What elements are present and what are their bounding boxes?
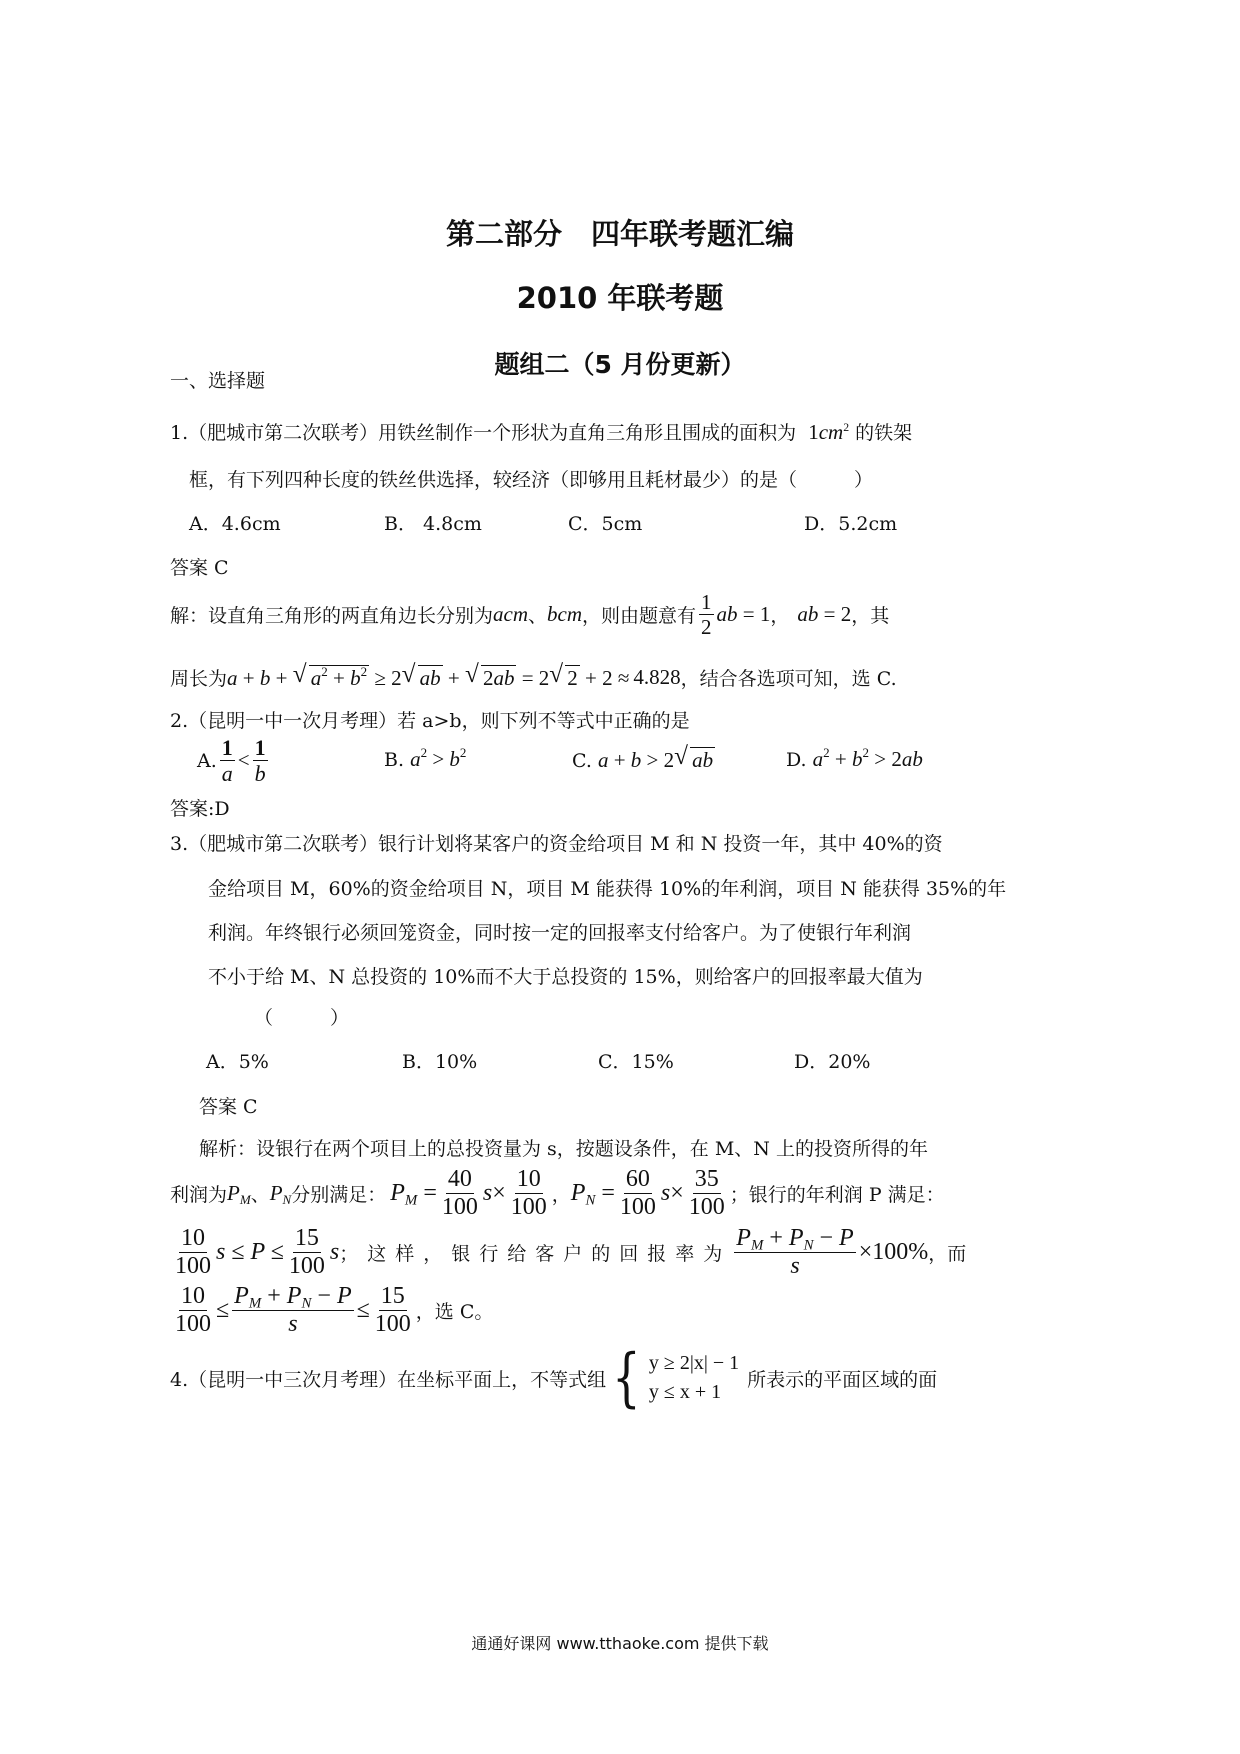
q4-inequality-system (606, 1341, 740, 1415)
q3-frac-35-100: $\frac{35}{100}$ (688, 1166, 725, 1221)
footer-download-note: 通通好课网 www.tthaoke.com 提供下载 (471, 1634, 769, 1653)
q3-stem-line1: 3.（肥城市第二次联考）银行计划将某客户的资金给项目 M 和 N 投资一年，其中 40%的资 (170, 833, 943, 855)
q3-frac-40-100: $\frac{40}{100}$ (441, 1166, 478, 1221)
q3-option-a: A．5% (206, 1051, 269, 1073)
q1-solution-line2 (170, 664, 897, 691)
q3-analysis-line4: $\frac{10}{100}$ ≤ $\frac{P_M + P_N - P}{s}$ ≤ $\frac{15}{100}$ ，选 C。 (175, 1283, 494, 1338)
q1-option-d: D．5.2cm (804, 513, 898, 535)
q3-analysis-line2: 利润为 $P_M$ 、 $P_N$ 分别满足： $P_M$ = $\frac{40}{100}$ s× $\frac{10}{100}$ ， $P_N$ = $\frac{60}{100}$ s× $\frac{35}{100}$ ；银行的年利润 P 满足： (170, 1166, 945, 1221)
q3-profit-prefix: 利润为 (170, 1184, 228, 1207)
q1-stem-suffix: 的铁架 (855, 422, 913, 444)
q1-sol-a: acm (493, 602, 529, 627)
q1-stem-line1 (170, 418, 912, 445)
q3-analysis-line1: 解析：设银行在两个项目上的总投资量为 s，按题设条件，在 M、N 上的投资所得的年 (199, 1138, 928, 1160)
q1-perimeter-formula: a + b + √ $a^2 + b^2 \ge 2√$ ab + √ 2ab = 2√ 2 + 2 ≈ (227, 665, 629, 691)
q3-final-frac-lower: $\frac{10}{100}$ (175, 1283, 211, 1338)
q3-frac-60-100: $\frac{60}{100}$ (619, 1166, 656, 1221)
q3-frac-upper: $\frac{15}{100}$ (288, 1225, 325, 1280)
q3-stem-line3: 利润。年终银行必须回笼资金，同时按一定的回报率支付给客户。为了使银行年利润 (208, 922, 912, 944)
q1-area-exp: 2 (843, 420, 850, 434)
q1-product-equation: ab = 2 (797, 602, 852, 627)
q3-pn-times: s× (660, 1180, 684, 1207)
q3-return-rate-formula: $\frac{P_M + P_N - P}{s}$ ×100% (736, 1225, 929, 1280)
q2-frac-1-over-a: $\frac{1}{a}$ (221, 735, 233, 787)
q2-stem: 2.（昆明一中一次月考理）若 a>b，则下列不等式中正确的是 (170, 710, 690, 732)
q1-option-b: B． 4.8cm (384, 513, 482, 535)
q1-option-c: C．5cm (568, 513, 643, 535)
q3-frac-return-rate: $\frac{P_M + P_N - P}{s}$ (736, 1225, 854, 1280)
q3-final-frac-upper: $\frac{15}{100}$ (374, 1283, 411, 1338)
q3-profit-sep: 、 (250, 1184, 270, 1207)
q3-frac-lower: $\frac{10}{100}$ (175, 1225, 211, 1280)
q2-answer: 答案:D (170, 798, 230, 820)
q1-stem-line2: 框，有下列四种长度的铁丝供选择，较经济（即够用且耗材最少）的是（ ） (189, 469, 874, 491)
q3-pm-formula: $P_M$ = (390, 1180, 437, 1209)
q1-answer: 答案 C (170, 557, 229, 579)
q3-pn-formula: $P_N$ = (570, 1180, 615, 1209)
q4-prefix: 4.（昆明一中三次月考理）在坐标平面上，不等式组 (170, 1368, 607, 1391)
q3-profit-comma: ， (551, 1184, 571, 1207)
q4-stem (170, 1341, 938, 1415)
q1-sol-end1: ， (770, 605, 790, 628)
q1-area-equation: ab = 1 (716, 602, 771, 627)
q2-label-c: C. (572, 750, 592, 772)
q3-option-b: B．10% (402, 1051, 478, 1073)
part-title: 第二部分 四年联考题汇编 (445, 217, 794, 251)
q3-option-d: D．20% (794, 1051, 871, 1073)
q1-perimeter-suffix: ，结合各选项可知，选 C. (680, 668, 897, 690)
q4-ineq1: y ≥ 2|x| − 1 (648, 1352, 740, 1374)
q3-pm-times: s× (482, 1180, 506, 1207)
q2-label-d: D. (786, 749, 807, 771)
q1-area-value: 1 (808, 420, 819, 444)
q3-final-suffix: ，选 C。 (415, 1301, 494, 1324)
q3-profit-mid: 分别满足： (291, 1184, 387, 1207)
q1-area-unit: cm (818, 420, 844, 444)
q2-option-a: A. $\frac{1}{a}$ < $\frac{1}{b}$ (197, 735, 266, 787)
q3-range-mid: ；这样，银行给客户的回报率为 (339, 1243, 732, 1266)
q2-label-b: B. (384, 749, 405, 771)
q1-sol-end2: ，其 (851, 605, 890, 628)
q1-stem-prefix: 1.（肥城市第二次联考）用铁丝制作一个形状为直角三角形且围成的面积为 (170, 422, 797, 444)
q1-sol-b: bcm (547, 602, 583, 627)
q3-answer: 答案 C (199, 1096, 258, 1118)
q4-suffix: 所表示的平面区域的面 (747, 1368, 938, 1391)
q1-perimeter-prefix: 周长为 (170, 668, 228, 690)
q2-label-a: A. (197, 749, 217, 772)
q1-perimeter-value: 4.828 (633, 665, 681, 689)
q1-solution-line1 (170, 591, 889, 638)
q3-analysis-line3 (170, 1225, 967, 1280)
q2-option-b: B. $a^2 > b^2$ (384, 744, 467, 771)
section-heading: 一、选择题 (170, 370, 266, 392)
q4-ineq2: y ≤ x + 1 (648, 1381, 722, 1403)
q2-option-c: C. a + b > 2√ ab (572, 747, 715, 773)
year-title: 2010 年联考题 (516, 281, 724, 315)
group-title: 题组二（5 月份更新） (494, 350, 746, 379)
q3-final-frac-middle: $\frac{P_M + P_N - P}{s}$ (234, 1283, 352, 1338)
q3-profit-suffix: ；银行的年利润 P 满足： (729, 1184, 945, 1207)
q2-frac-1-over-b: $\frac{1}{b}$ (254, 735, 266, 787)
q1-sol-mid: ，则由题意有 (582, 605, 697, 628)
q3-option-c: C．15% (598, 1051, 674, 1073)
q1-option-a: A．4.6cm (189, 513, 281, 535)
q1-half-fraction: $\frac{1}{2}$ (701, 590, 712, 640)
q3-frac-10-100: $\frac{10}{100}$ (510, 1166, 547, 1221)
q3-range-end: ，而 (928, 1243, 967, 1266)
q1-sol-sep: 、 (528, 605, 548, 628)
q3-stem-line4: 不小于给 M、N 总投资的 10%而不大于总投资的 15%，则给客户的回报率最大值为 (208, 966, 923, 988)
q1-sol-prefix: 解：设直角三角形的两直角边长分别为 (170, 605, 494, 628)
q3-range-formula: $\frac{10}{100}$ s ≤ P ≤ $\frac{15}{100}$ s (175, 1225, 340, 1280)
q3-stem-line2: 金给项目 M，60%的资金给项目 N，项目 M 能获得 10%的年利润，项目 N 能获得 35%的年 (208, 878, 1007, 900)
q2-option-d: D. $a^2 + b^2 > 2ab$ (786, 744, 923, 771)
brace-icon: { (612, 1341, 641, 1415)
q3-answer-blank: （ ） (254, 1007, 350, 1029)
